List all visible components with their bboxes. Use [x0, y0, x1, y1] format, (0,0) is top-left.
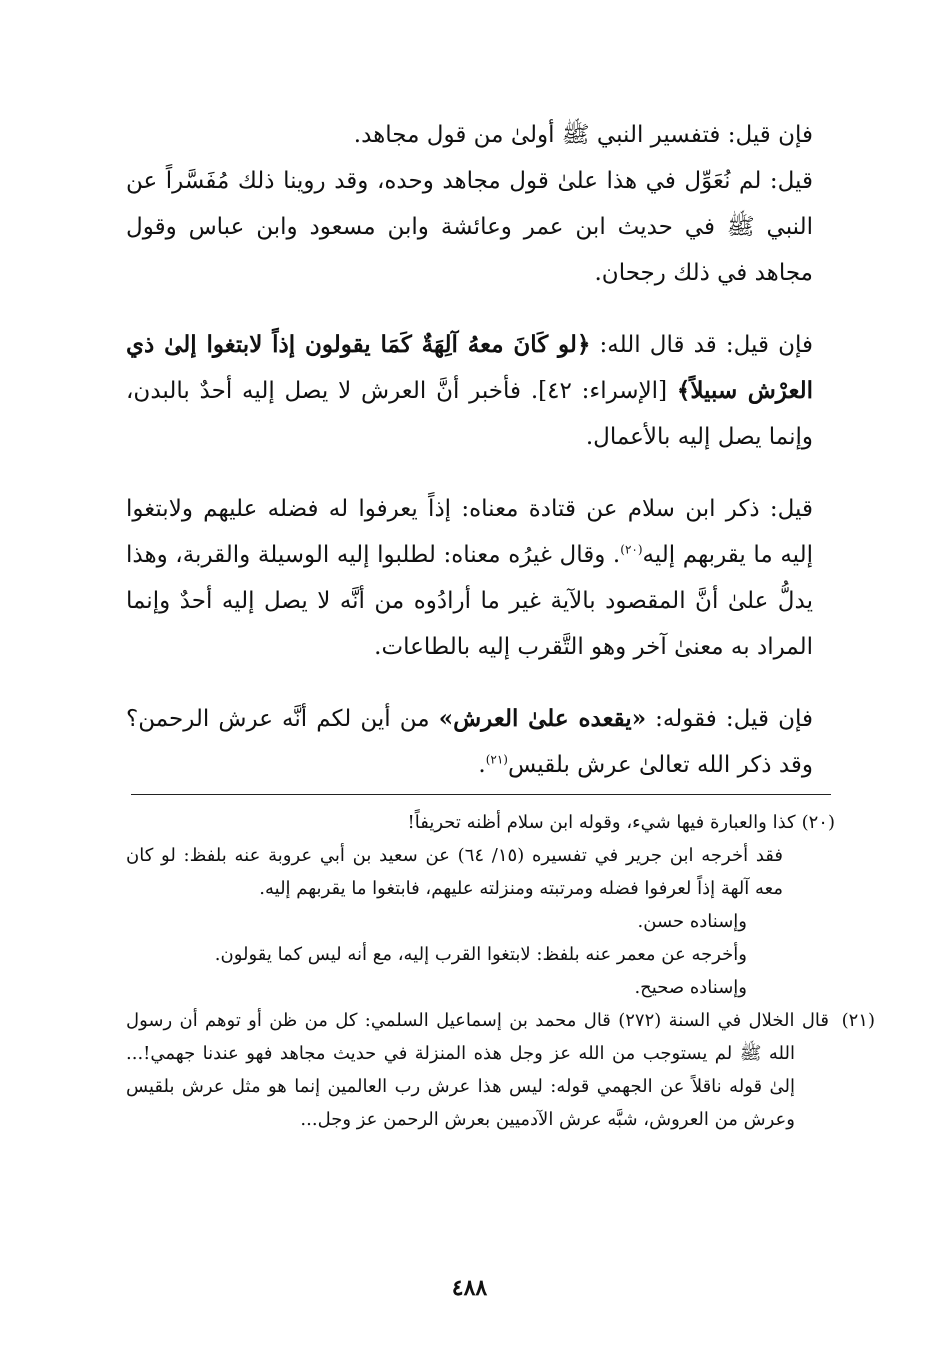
footnote-20-source: فقد أخرجه ابن جرير في تفسيره (١٥/ ٦٤) عن سعيد بن أبي عروبة عنه بلفظ: لو كان معه آلهة إذاً لعرفوا فضله ومرتبته ومنزلته عليهم، فابتغوا ما يقربهم إليه.: [126, 845, 783, 899]
paragraph-4: [126, 486, 813, 670]
footnotes: [126, 806, 875, 1136]
main-text: [126, 112, 813, 788]
paragraph-5-start: فإن قيل: فقوله:: [646, 706, 813, 732]
paragraph-2-text: قيل: لم نُعَوِّل في هذا علىٰ قول مجاهد وحده، وقد روينا ذلك مُفَسَّراً عن النبي ﷺ في حديث ابن عمر وعائشة وابن مسعود وابن عباس وقول مجاهد في ذلك رجحان.: [126, 168, 813, 286]
page-number: ٤٨٨: [451, 1275, 488, 1301]
footnote-20-text: كذا والعبارة فيها شيء، وقوله ابن سلام أظنه تحريفاً!: [407, 812, 796, 833]
footnote-20-line-5: [126, 971, 835, 1004]
footnote-20-line-3: [126, 905, 835, 938]
hadith-quote: «يقعده علىٰ العرش»: [438, 705, 647, 732]
paragraph-5-mid: من أين لكم أنَّه عرش الرحمن؟ وقد ذكر الله تعالىٰ عرش بلقيس: [126, 706, 813, 778]
paragraph-gap: [126, 460, 813, 486]
footnote-20-line-4: [126, 938, 835, 971]
paragraph-2: [126, 158, 813, 296]
footnote-20-grade-2: وإسناده صحيح.: [634, 977, 747, 998]
paragraph-1-text: فإن قيل: فتفسير النبي ﷺ أولىٰ من قول مجاهد.: [353, 122, 813, 148]
paragraph-4-start: قيل: ذكر ابن سلام عن قتادة معناه: إذاً يعرفوا له فضله عليهم ولابتغوا إليه ما يقربهم إليه: [126, 496, 813, 568]
paragraph-5-end: .: [478, 752, 486, 778]
footnote-20-source-2: وأخرجه عن معمر عنه بلفظ: لابتغوا القرب إليه، مع أنه ليس كما يقولون.: [214, 944, 747, 965]
paragraph-gap: [126, 670, 813, 696]
footnote-20-number: (٢٠): [801, 812, 835, 833]
footnote-ref-20[interactable]: (٢٠): [620, 542, 643, 557]
footnote-20-line-1: [126, 806, 835, 839]
footnote-ref-21[interactable]: (٢١): [485, 752, 508, 767]
paragraph-gap: [126, 296, 813, 322]
footnote-21: (٢١)قال الخلال في السنة (٢٧٢) قال محمد بن إسماعيل السلمي: كل من ظن أو توهم أن رسول الله ﷺ لم يستوجب من الله عز وجل هذه المنزلة في حديث مجاهد فهو عندنا جهمي!... إلىٰ قوله ناقلاً عن الجهمي قوله: ليس هذا عرش رب العالمين إنما هو مثل عرش بلقيس وعرش من العروش، شبَّه عرش الآدميين بعرش الرحمن عز وجل...: [126, 1010, 875, 1130]
paragraph-1: [126, 112, 813, 158]
footnote-20-line-2: [126, 839, 835, 905]
paragraph-3-end: [الإسراء: ٤٢]. فأخبر أنَّ العرش لا يصل إليه أحدٌ بالبدن، وإنما يصل إليه بالأعمال.: [126, 378, 813, 450]
footnote-21-text: قال الخلال في السنة (٢٧٢) قال محمد بن إسماعيل السلمي: كل من ظن أو توهم أن رسول الله ﷺ لم يستوجب من الله عز وجل هذه المنزلة في حديث مجاهد فهو عندنا جهمي!... إلىٰ قوله ناقلاً عن الجهمي قوله: ليس هذا عرش رب العالمين إنما هو مثل عرش بلقيس وعرش من العروش، شبَّه عرش الآدميين بعرش الرحمن عز وجل...: [126, 1010, 829, 1130]
quran-verse: ﴿لو كَانَ معهُ آلِهَةٌ كَمَا يقولون إذاً لابتغوا إلىٰ ذي العرْش سبيلاً﴾: [126, 331, 813, 404]
paragraph-4-end: . وقال غيرُه معناه: لطلبوا إليه الوسيلة والقربة، وهذا يدلُّ علىٰ أنَّ المقصود بالآية غير ما أرادُوه من أنَّه لا يصل إليه أحدٌ وإنما المراد به معنىٰ آخر وهو التَّقرب إليه بالطاعات.: [126, 542, 813, 660]
footnote-separator: [131, 794, 831, 795]
paragraph-3-start: فإن قيل: قد قال الله:: [590, 332, 813, 358]
paragraph-5: [126, 696, 813, 788]
footnote-20-grade-1: وإسناده حسن.: [637, 911, 747, 932]
paragraph-3: [126, 322, 813, 460]
